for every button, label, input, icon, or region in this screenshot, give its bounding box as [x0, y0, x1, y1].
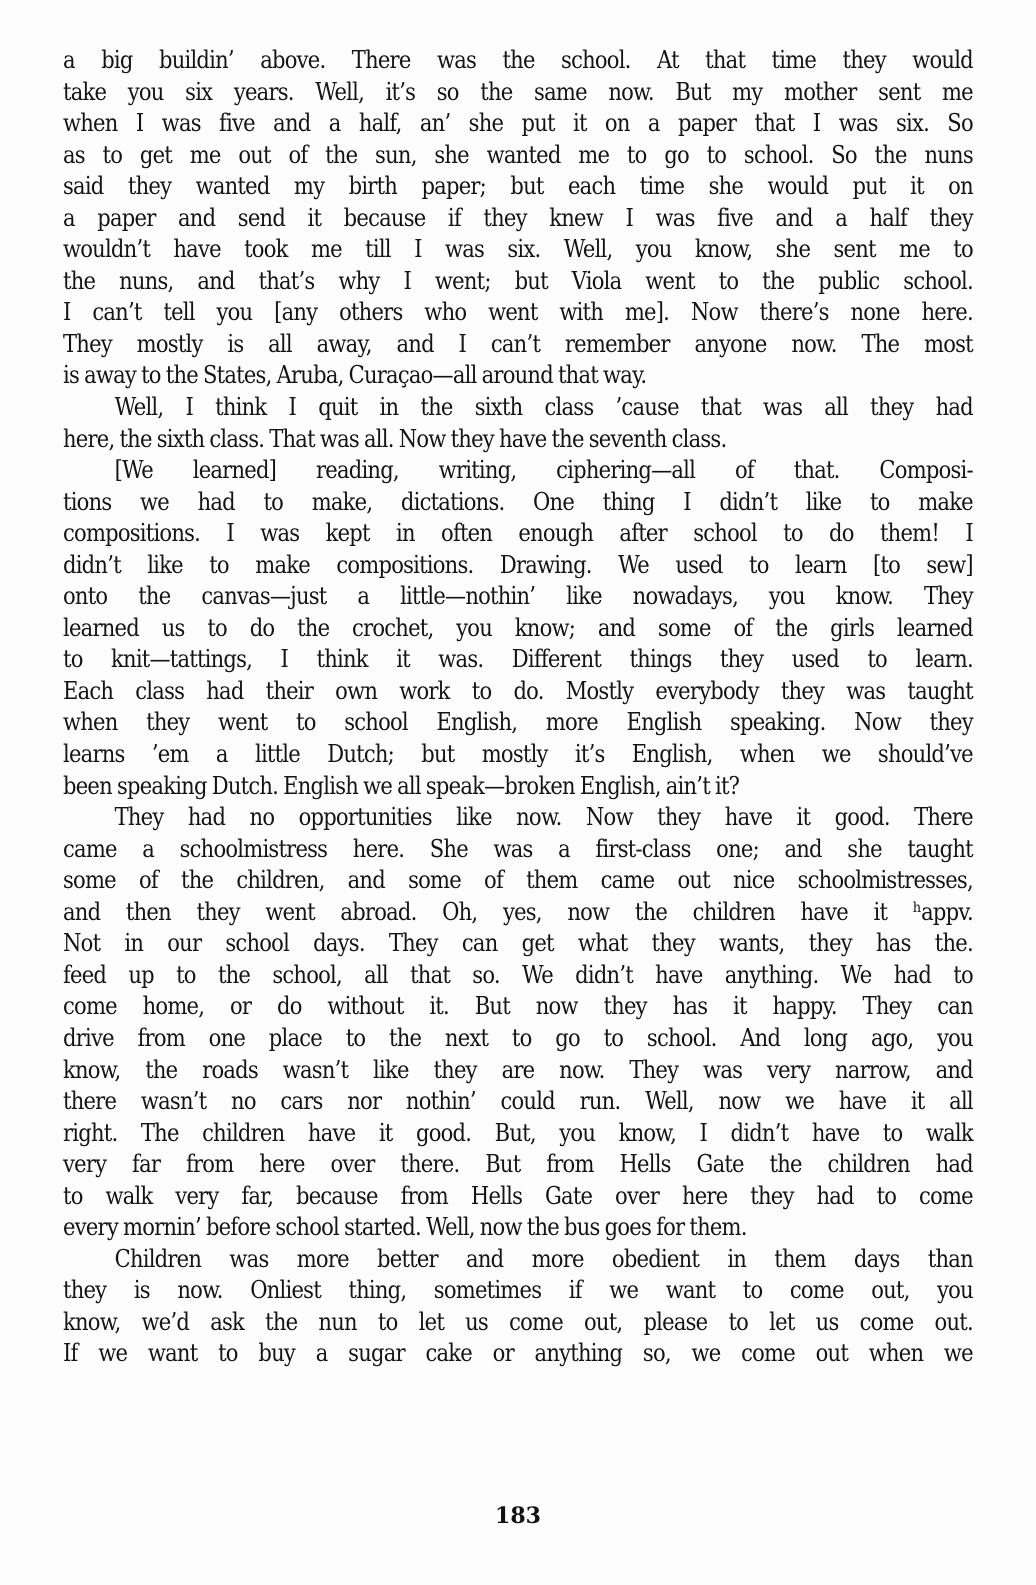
text-line: to knit—tattings, I think it was. Different things they used to learn. — [63, 644, 973, 674]
text-line: the nuns, and that’s why I went; but Viola went to the public school. — [63, 265, 973, 295]
paragraph-first-line: [We learned] reading, writing, ciphering—all of that. Composi- — [114, 455, 973, 485]
text-line: Each class had their own work to do. Mostly everybody they was taught — [63, 675, 973, 705]
text-line: is away to the States, Aruba, Curaçao—all around that way. — [63, 360, 647, 390]
text-line: been speaking Dutch. English we all speak—broken English, ain’t it? — [63, 770, 740, 800]
text-line: said they wanted my birth paper; but each time she would put it on — [63, 171, 973, 201]
text-line: I can’t tell you [any others who went with me]. Now there’s none here. — [63, 297, 973, 327]
text-line: wouldn’t have took me till I was six. Well, you know, she sent me to — [63, 234, 973, 264]
text-line: there wasn’t no cars nor nothin’ could run. Well, now we have it all — [63, 1086, 973, 1116]
paragraph-first-line: Well, I think I quit in the sixth class ’cause that was all they had — [114, 392, 973, 422]
text-line: every mornin’ before school started. Well, now the bus goes for them. — [63, 1212, 747, 1242]
text-line: a big buildin’ above. There was the school. At that time they would — [63, 45, 973, 74]
text-line: learns ’em a little Dutch; but mostly it’s English, when we should’ve — [63, 739, 973, 769]
text-line: right. The children have it good. But, you know, I didn’t have to walk — [63, 1117, 973, 1147]
text-line: If we want to buy a sugar cake or anything so, we come out when we — [63, 1338, 973, 1368]
body-text — [63, 44, 973, 1369]
text-line: know, we’d ask the nun to let us come out, please to let us come out. — [63, 1306, 973, 1336]
text-line: very far from here over there. But from Hells Gate the children had — [63, 1149, 973, 1179]
text-line: know, the roads wasn’t like they are now. They was very narrow, and — [63, 1054, 973, 1084]
text-line: feed up to the school, all that so. We didn’t have anything. We had to — [63, 959, 973, 989]
text-line: came a schoolmistress here. She was a first-class one; and she taught — [63, 833, 973, 863]
text-line: Not in our school days. They can get what they wants, they has the. — [63, 928, 973, 958]
text-line: They mostly is all away, and I can’t remember anyone now. The most — [63, 328, 973, 358]
text-line: take you six years. Well, it’s so the same now. But my mother sent me — [63, 76, 973, 106]
paragraph-first-line: They had no opportunities like now. Now they have it good. There — [114, 802, 973, 832]
text-line: when I was five and a half, an’ she put it on a paper that I was six. So — [63, 108, 973, 138]
text-line: some of the children, and some of them came out nice schoolmistresses, — [63, 865, 973, 895]
text-line: they is now. Onliest thing, sometimes if we want to come out, you — [63, 1275, 973, 1305]
text-line: didn’t like to make compositions. Drawing. We used to learn [to sew] — [63, 549, 973, 579]
text-line: and then they went abroad. Oh, yes, now the children have it ʰappv. — [63, 896, 973, 926]
text-line: tions we had to make, dictations. One thing I didn’t like to make — [63, 486, 973, 516]
text-line: to walk very far, because from Hells Gate over here they had to come — [63, 1180, 973, 1210]
text-line: a paper and send it because if they knew I was five and a half they — [63, 202, 973, 232]
text-line: drive from one place to the next to go to school. And long ago, you — [63, 1022, 973, 1052]
text-line: compositions. I was kept in often enough after school to do them! I — [63, 518, 973, 548]
paragraph-first-line: Children was more better and more obedient in them days than — [114, 1243, 973, 1273]
text-line: here, the sixth class. That was all. Now they have the seventh class. — [63, 423, 727, 453]
text-line: as to get me out of the sun, she wanted me to go to school. So the nuns — [63, 139, 973, 169]
text-line: learned us to do the crochet, you know; and some of the girls learned — [63, 612, 973, 642]
page-number: 183 — [495, 1503, 541, 1529]
text-line: come home, or do without it. But now they has it happy. They can — [63, 991, 973, 1021]
text-line: when they went to school English, more English speaking. Now they — [63, 707, 973, 737]
text-line: onto the canvas—just a little—nothin’ like nowadays, you know. They — [63, 581, 973, 611]
